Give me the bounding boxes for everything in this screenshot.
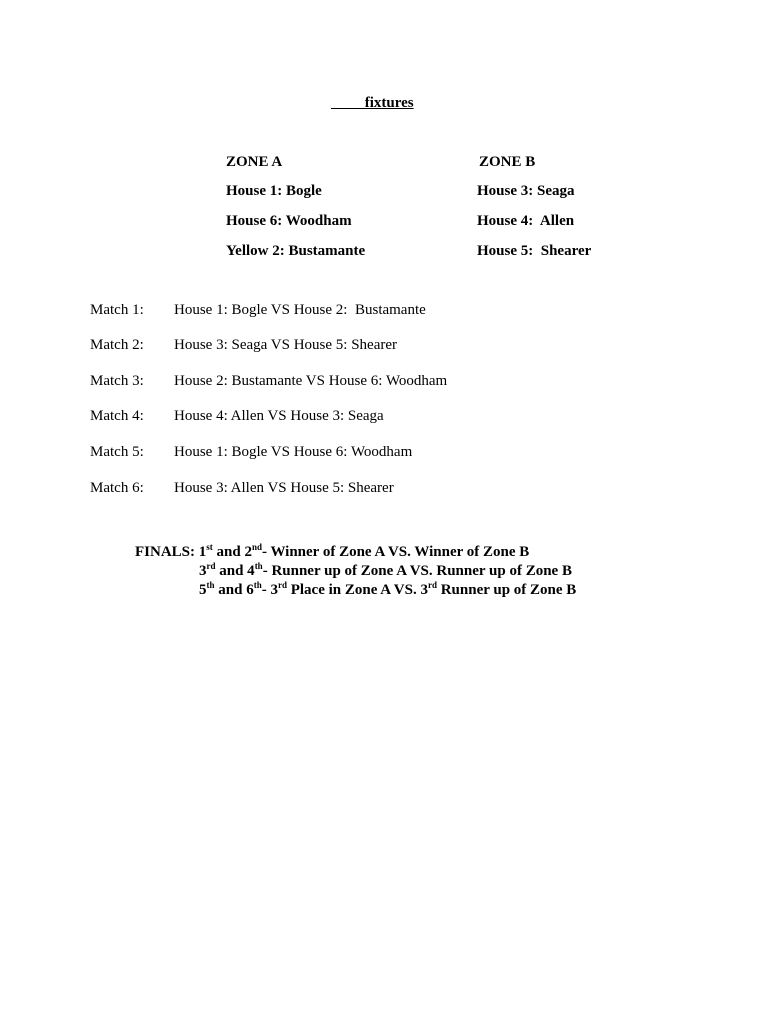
match-fixture: House 1: Bogle VS House 2: Bustamante	[174, 302, 426, 318]
match-label: Match 2:	[90, 337, 144, 353]
zone-a-heading: ZONE A	[226, 154, 283, 170]
match-label: Match 6:	[90, 480, 144, 496]
ordinal-suffix: th	[253, 580, 262, 590]
ordinal-suffix: rd	[427, 580, 437, 590]
page-title: fixtures	[331, 95, 414, 111]
finals-text: - 3	[261, 582, 278, 598]
zone-b-house: House 3: Seaga	[477, 183, 575, 199]
zone-b-house: House 4: Allen	[477, 213, 575, 229]
zone-a-house: Yellow 2: Bustamante	[226, 243, 366, 259]
ordinal-suffix: st	[206, 542, 213, 552]
match-label: Match 3:	[90, 373, 144, 389]
zone-b-house: House 5: Shearer	[477, 243, 592, 259]
zone-a-house: House 1: Bogle	[226, 183, 322, 199]
ordinal-suffix: th	[206, 580, 215, 590]
finals-text: and 6	[214, 582, 254, 598]
zone-a-house: House 6: Woodham	[226, 213, 352, 229]
finals-text: 5	[199, 582, 207, 598]
finals-text: 1	[198, 544, 207, 560]
finals-label: FINALS:	[135, 544, 199, 560]
match-fixture: House 3: Seaga VS House 5: Shearer	[174, 337, 398, 353]
match-fixture: House 1: Bogle VS House 6: Woodham	[174, 444, 413, 460]
ordinal-suffix: nd	[251, 542, 262, 552]
ordinal-suffix: rd	[206, 561, 216, 571]
match-label: Match 4:	[90, 408, 144, 424]
match-fixture: House 4: Allen VS House 3: Seaga	[174, 408, 384, 424]
match-fixture: House 3: Allen VS House 5: Shearer	[174, 480, 394, 496]
finals-text: 3	[199, 563, 207, 579]
finals-line-1	[135, 542, 530, 560]
match-label: Match 1:	[90, 302, 144, 318]
ordinal-suffix: rd	[277, 580, 287, 590]
ordinal-suffix: th	[254, 561, 263, 571]
finals-text: Place in Zone A VS. 3	[286, 582, 428, 598]
finals-text: - Winner of Zone A VS. Winner of Zone B	[261, 544, 530, 560]
finals-text: Runner up of Zone B	[436, 582, 577, 598]
finals-text: and 2	[212, 544, 252, 560]
finals-line-2	[199, 561, 572, 579]
match-fixture: House 2: Bustamante VS House 6: Woodham	[174, 373, 448, 389]
finals-text: - Runner up of Zone A VS. Runner up of Zone B	[262, 563, 572, 579]
finals-text: and 4	[215, 563, 255, 579]
zone-b-heading: ZONE B	[479, 154, 536, 170]
match-label: Match 5:	[90, 444, 144, 460]
finals-line-3	[199, 580, 577, 598]
